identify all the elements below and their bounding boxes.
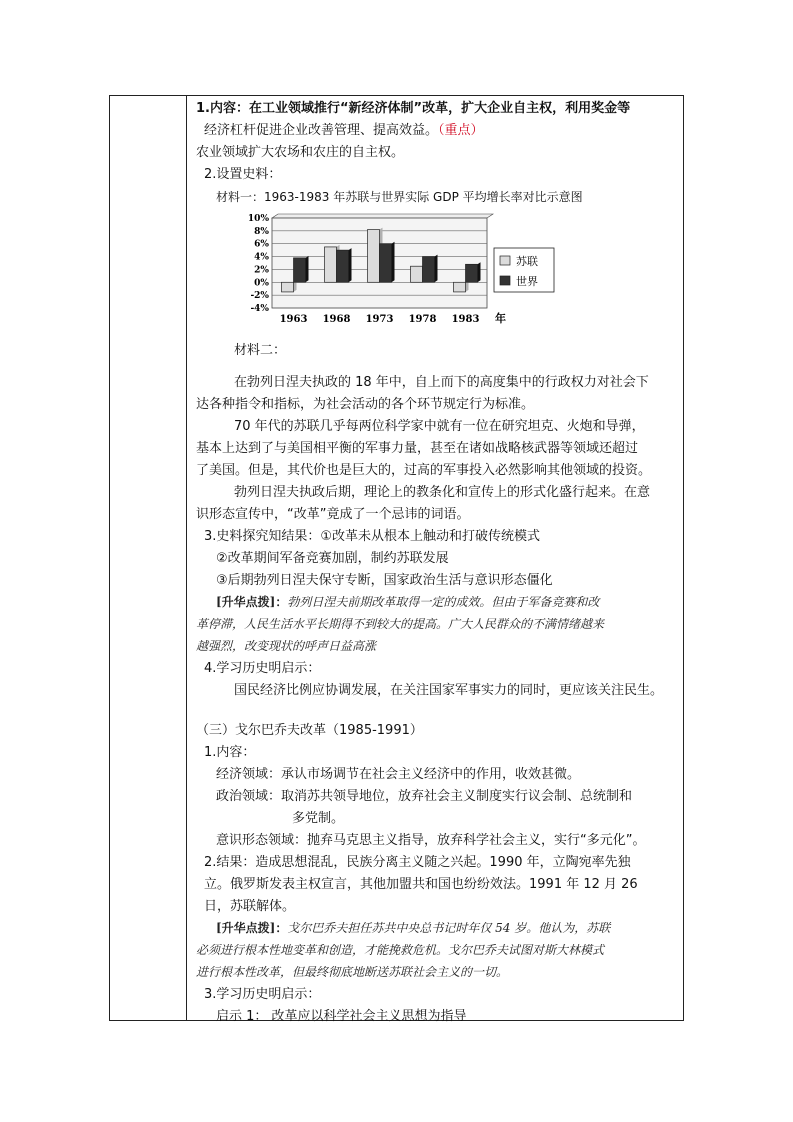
result-title: 3.史料探究知结果：①改革未从根本上触动和打破传统模式 — [204, 529, 541, 544]
material-paragraph: 了美国。但是，其代价也是巨大的，过高的军事投入必然影响其他领域的投资。 — [196, 463, 652, 478]
insight-text: 进行根本性改革，但最终彻底地断送苏联社会主义的一切。 — [196, 965, 509, 979]
content-line — [196, 120, 680, 142]
politics-field: 政治领域：取消苏共领导地位，放弃社会主义制度实行议会制、总统制和 — [216, 789, 633, 804]
material-two-label: 材料二： — [234, 343, 287, 358]
material-paragraph: 勃列日涅夫执政后期，理论上的教条化和宣传上的形式化盛行起来。在意 — [234, 485, 651, 500]
lesson-title: 4.学习历史明启示： — [204, 661, 321, 676]
plot-top-edge — [272, 214, 493, 218]
legend-swatch — [500, 276, 510, 285]
y-tick-label: 6% — [254, 239, 269, 250]
bar-ussr — [454, 282, 466, 292]
y-tick-label: 4% — [254, 252, 269, 263]
result-item: ③后期勃列日涅夫保守专断，国家政治生活与意识形态僵化 — [216, 573, 553, 588]
content-title: 1.内容： — [204, 745, 256, 760]
insight-text: 必须进行根本性地变革和创造，才能挽救危机。戈尔巴乔夫试图对斯大林模式 — [196, 943, 605, 957]
ideology-field: 意识形态领域：抛弃马克思主义指导，放弃科学社会主义，实行“多元化”。 — [216, 833, 646, 848]
y-tick-label: -4% — [250, 304, 269, 314]
key-point-marker: （重点） — [438, 123, 484, 138]
material-one-caption: 材料一：1963-1983 年苏联与世界实际 GDP 平均增长率对比示意图 — [216, 190, 583, 204]
bar-ussr — [411, 266, 423, 282]
y-tick-label: -2% — [250, 291, 269, 302]
result-item: ②改革期间军备竞赛加剧，制约苏联发展 — [216, 551, 449, 566]
material-paragraph: 识形态宣传中，“改革”竟成了一个忌讳的词语。 — [196, 507, 470, 522]
x-tick-label: 1983 — [451, 314, 480, 325]
result-line: 2.结果：造成思想混乱，民族分离主义随之兴起。1990 年，立陶宛率先独 — [204, 855, 631, 870]
material-paragraph: 在勃列日涅夫执政的 18 年中，自上而下的高度集中的行政权力对社会下 — [234, 375, 649, 390]
bar-depth — [349, 248, 352, 282]
x-tick-label: 1973 — [365, 314, 394, 325]
insight-tag: [升华点拨]： — [216, 921, 288, 935]
bar-depth — [306, 256, 309, 282]
legend-swatch — [500, 256, 510, 265]
bar-ussr — [325, 247, 337, 282]
table-column-divider — [186, 95, 187, 1021]
sources-title: 2.设置史料： — [204, 167, 282, 182]
content-text: 经济杠杆促进企业改善管理、提高效益。 — [204, 123, 439, 138]
content-agriculture: 农业领域扩大农场和农庄的自主权。 — [196, 145, 405, 160]
bar-depth — [435, 255, 438, 283]
y-tick-label: 8% — [254, 226, 269, 237]
lesson-title: 3.学习历史明启示： — [204, 987, 321, 1002]
insight-text: 勃列日涅夫前期改革取得一定的成效。但由于军备竞赛和改 — [287, 595, 600, 609]
insight-text: 越强烈，改变现状的呼声日益高涨 — [196, 639, 377, 653]
insight-note — [196, 918, 680, 984]
x-tick-label: 1963 — [279, 314, 308, 325]
y-tick-label: 0% — [254, 278, 269, 289]
bar-world — [466, 264, 478, 282]
y-tick-label: 10% — [247, 214, 269, 224]
lesson-item: 启示 1： 改革应以科学社会主义思想为指导 — [216, 1009, 467, 1024]
bar-world — [380, 244, 392, 283]
insight-text: 革停滞，人民生活水平长期得不到较大的提高。广大人民群众的不满情绪越来 — [196, 617, 605, 631]
insight-text: 戈尔巴乔夫担任苏共中央总书记时年仅 54 岁。他认为，苏联 — [287, 921, 611, 935]
lesson-text: 国民经济比例应协调发展，在关注国家军事实力的同时，更应该关注民生。 — [234, 683, 664, 698]
material-paragraph: 70 年代的苏联几乎每两位科学家中就有一位在研究坦克、火炮和导弹， — [234, 419, 645, 434]
content-heading: 1.内容：在工业领域推行“新经济体制”改革，扩大企业自主权，利用奖金等 — [196, 101, 631, 116]
bar-world — [423, 257, 435, 283]
document-cell — [196, 96, 680, 1028]
bar-world — [294, 258, 306, 282]
bar-depth — [392, 242, 395, 283]
bar-ussr — [368, 230, 380, 283]
bar-depth — [478, 262, 481, 282]
x-tick-label: 1978 — [408, 314, 437, 325]
y-tick-label: 2% — [254, 265, 269, 276]
material-paragraph: 基本上达到了与美国相平衡的军事力量，甚至在诸如战略核武器等领域还超过 — [196, 441, 639, 456]
x-tick-label: 1968 — [322, 314, 351, 325]
gdp-bar-chart — [196, 210, 680, 334]
result-line: 立。俄罗斯发表主权宣言，其他加盟共和国也纷纷效法。1991 年 12 月 26 — [204, 877, 638, 892]
insight-note — [196, 592, 680, 658]
bar-world — [337, 250, 349, 282]
insight-tag: [升华点拨]： — [216, 595, 288, 609]
legend-label: 苏联 — [516, 255, 538, 268]
bar-ussr — [282, 282, 294, 292]
econ-field: 经济领域：承认市场调节在社会主义经济中的作用，收效甚微。 — [216, 767, 581, 782]
x-unit-label: 年 — [495, 312, 506, 325]
material-paragraph: 达各种指令和指标，为社会活动的各个环节规定行为标准。 — [196, 397, 535, 412]
politics-field-cont: 多党制。 — [292, 811, 345, 826]
gdp-chart-svg — [232, 210, 557, 330]
section-heading: （三）戈尔巴乔夫改革（1985-1991） — [196, 723, 423, 738]
legend-label: 世界 — [516, 275, 538, 288]
result-line: 日，苏联解体。 — [204, 899, 296, 914]
